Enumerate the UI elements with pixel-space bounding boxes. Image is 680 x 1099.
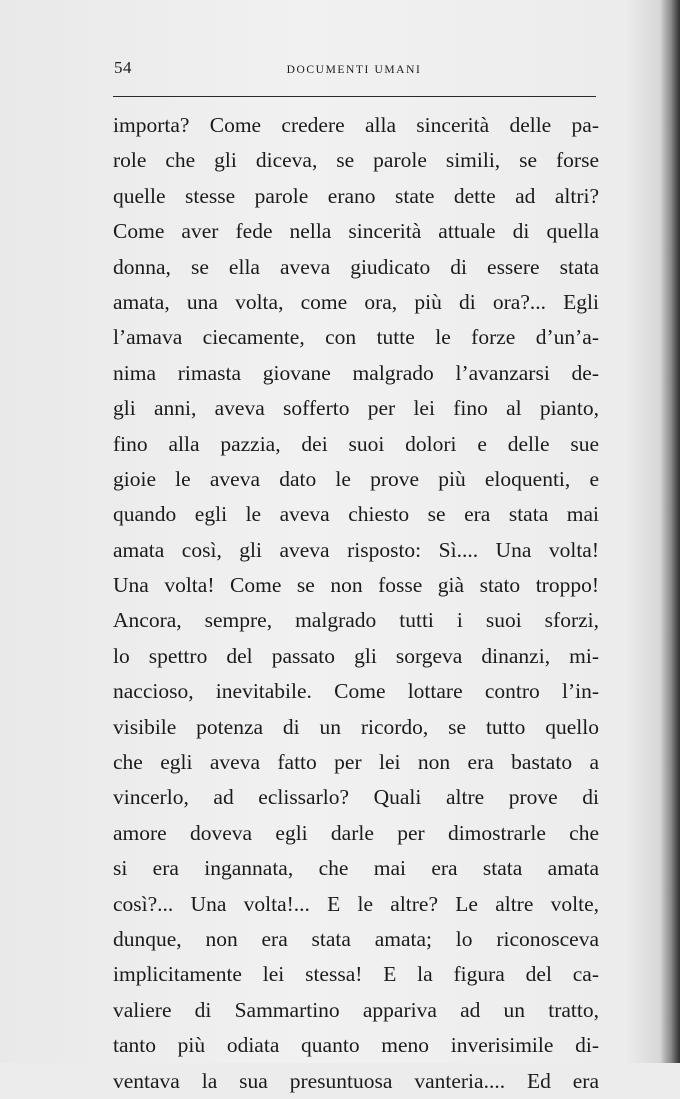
header-rule	[113, 96, 596, 97]
page-header	[112, 58, 596, 88]
body-text	[113, 108, 599, 1099]
text-line: Ancora, sempre, malgrado tutti i suoi sforzi,	[113, 608, 599, 633]
text-line: ventava la sua presuntuosa vanteria.... Ed era	[113, 1068, 599, 1093]
text-line: Una volta! Come se non fosse già stato troppo!	[113, 573, 599, 598]
text-line: si era ingannata, che mai era stata amata	[113, 856, 599, 881]
binding-shadow	[660, 0, 680, 1063]
text-line: donna, se ella aveva giudicato di essere stata	[113, 254, 599, 279]
text-line: visibile potenza di un ricordo, se tutto quello	[113, 714, 599, 739]
text-line: che egli aveva fatto per lei non era bastato a	[113, 750, 599, 775]
text-line: amata, una volta, come ora, più di ora?... Egli	[113, 289, 599, 314]
text-line: quando egli le aveva chiesto se era stata mai	[113, 502, 599, 527]
text-line: nima rimasta giovane malgrado l’avanzarsi de-	[113, 360, 599, 385]
text-line: lo spettro del passato gli sorgeva dinanzi, mi-	[113, 643, 599, 668]
text-line: dunque, non era stata amata; lo riconosceva	[113, 926, 599, 951]
text-line: naccioso, inevitabile. Come lottare contro l’in-	[113, 679, 599, 704]
text-line: amore doveva egli darle per dimostrarle che	[113, 820, 599, 845]
text-line: amata così, gli aveva risposto: Sì.... Una volta!	[113, 537, 599, 562]
text-line: gioie le aveva dato le prove più eloquenti, e	[113, 466, 599, 491]
running-title: DOCUMENTI UMANI	[286, 64, 422, 76]
text-line: Come aver fede nella sincerità attuale di quella	[113, 219, 599, 244]
text-line: quelle stesse parole erano state dette ad altri?	[113, 183, 599, 208]
text-line: vincerlo, ad eclissarlo? Quali altre prove di	[113, 785, 599, 810]
text-line: fino alla pazzia, dei suoi dolori e delle sue	[113, 431, 599, 456]
text-line: role che gli diceva, se parole simili, se forse	[113, 148, 599, 173]
text-line: importa? Come credere alla sincerità delle pa-	[113, 113, 599, 137]
text-line: implicitamente lei stessa! E la figura del ca-	[113, 962, 599, 987]
text-line: tanto più odiata quanto meno inverisimile di-	[113, 1033, 599, 1058]
text-line: così?... Una volta!... E le altre? Le altre volte,	[113, 891, 599, 916]
text-line: gli anni, aveva sofferto per lei fino al pianto,	[113, 396, 599, 421]
text-line: l’amava ciecamente, con tutte le forze d’un’a-	[113, 325, 599, 350]
text-line: valiere di Sammartino appariva ad un tratto,	[113, 997, 599, 1022]
page-number: 54	[114, 58, 132, 77]
